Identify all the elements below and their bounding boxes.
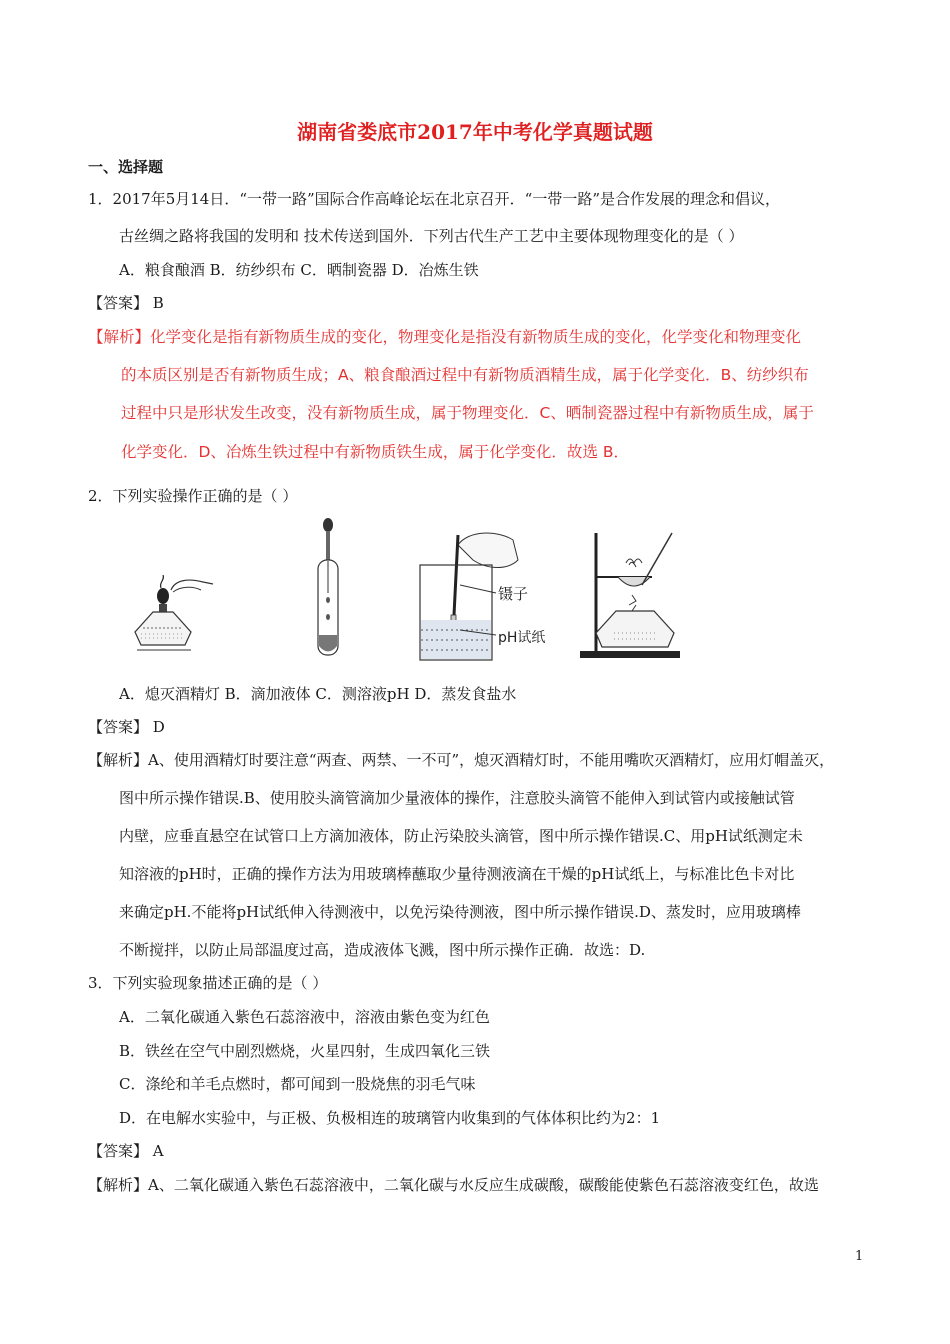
q1-analysis-line1: 【解析】化学变化是指有新物质生成的变化，物理变化是指没有新物质生成的变化，化学变化和物理变化 [88, 328, 802, 346]
q1-analysis-line4: 化学变化．D、冶炼生铁过程中有新物质铁生成，属于化学变化．故选 B． [121, 443, 629, 461]
q2-analysis-line3: 内壁，应垂直悬空在试管口上方滴加液体，防止污染胶头滴管，图中所示操作错误.C、用pH试纸测定未 [119, 827, 803, 845]
q3-stem: 3．下列实验现象描述正确的是（ ） [88, 974, 328, 992]
figure-c-tweezers-label: 镊子 [498, 585, 529, 603]
figure-c-ph-paper-label: pH试纸 [498, 630, 546, 646]
q1-analysis-line3: 过程中只是形状发生改变，没有新物质生成，属于物理变化．C、晒制瓷器过程中有新物质生成，属于 [121, 404, 814, 422]
q2-stem: 2．下列实验操作正确的是（ ） [88, 487, 298, 505]
q1-stem-line1: 1．2017年5月14日．“一带一路”国际合作高峰论坛在北京召开．“一带一路”是合作发展的理念和倡议， [88, 190, 781, 208]
q1-answer: 【答案】 B [88, 294, 164, 312]
page-title: 湖南省娄底市2017年中考化学真题试题 [297, 120, 653, 144]
section-heading: 一、选择题 [88, 158, 164, 176]
q1-analysis-line2: 的本质区别是否有新物质生成；A、粮食酿酒过程中有新物质酒精生成，属于化学变化．B、纺纱织布 [121, 366, 809, 384]
q3-analysis-line1: 【解析】A、二氧化碳通入紫色石蕊溶液中，二氧化碳与水反应生成碳酸，碳酸能使紫色石蕊溶液变红色，故选 [88, 1176, 819, 1194]
figure-d-evaporation [574, 525, 684, 665]
q2-answer: 【答案】 D [88, 718, 165, 736]
q3-option-b: B．铁丝在空气中剧烈燃烧，火星四射，生成四氧化三铁 [119, 1042, 491, 1060]
q3-option-d: D．在电解水实验中，与正极、负极相连的玻璃管内收集到的气体体积比约为2：1 [119, 1109, 661, 1127]
figure-b-dropper [308, 515, 348, 665]
q1-stem-line2: 古丝绸之路将我国的发明和 技术传送到国外．下列古代生产工艺中主要体现物理变化的是（ ） [119, 227, 744, 245]
figure-c-ph-test [418, 525, 548, 665]
q3-option-a: A．二氧化碳通入紫色石蕊溶液中，溶液由紫色变为红色 [119, 1008, 490, 1026]
q2-analysis-line4: 知溶液的pH时，正确的操作方法为用玻璃棒蘸取少量待测液滴在干燥的pH试纸上，与标准比色卡对比 [119, 865, 795, 883]
q3-answer: 【答案】 A [88, 1142, 164, 1160]
q2-options: A．熄灭酒精灯 B．滴加液体 C．测溶液pH D．蒸发食盐水 [119, 685, 517, 703]
q3-option-c: C．涤纶和羊毛点燃时，都可闻到一股烧焦的羽毛气味 [119, 1075, 476, 1093]
q2-analysis-line5: 来确定pH.不能将pH试纸伸入待测液中，以免污染待测液，图中所示操作错误.D、蒸发时，应用玻璃棒 [119, 903, 801, 921]
q1-options: A．粮食酿酒 B．纺纱织布 C．晒制瓷器 D．冶炼生铁 [119, 261, 479, 279]
q2-analysis-line6: 不断搅拌，以防止局部温度过高，造成液体飞溅，图中所示操作正确．故选：D. [119, 941, 646, 959]
q2-analysis-line1: 【解析】A、使用酒精灯时要注意“两查、两禁、一不可”，熄灭酒精灯时，不能用嘴吹灭酒精灯，应用灯帽盖灭， [88, 751, 835, 769]
figure-a-alcohol-lamp [133, 570, 223, 665]
q2-analysis-line2: 图中所示操作错误.B、使用胶头滴管滴加少量液体的操作，注意胶头滴管不能伸入到试管内或接触试管 [119, 789, 795, 807]
page-number: 1 [855, 1249, 864, 1264]
